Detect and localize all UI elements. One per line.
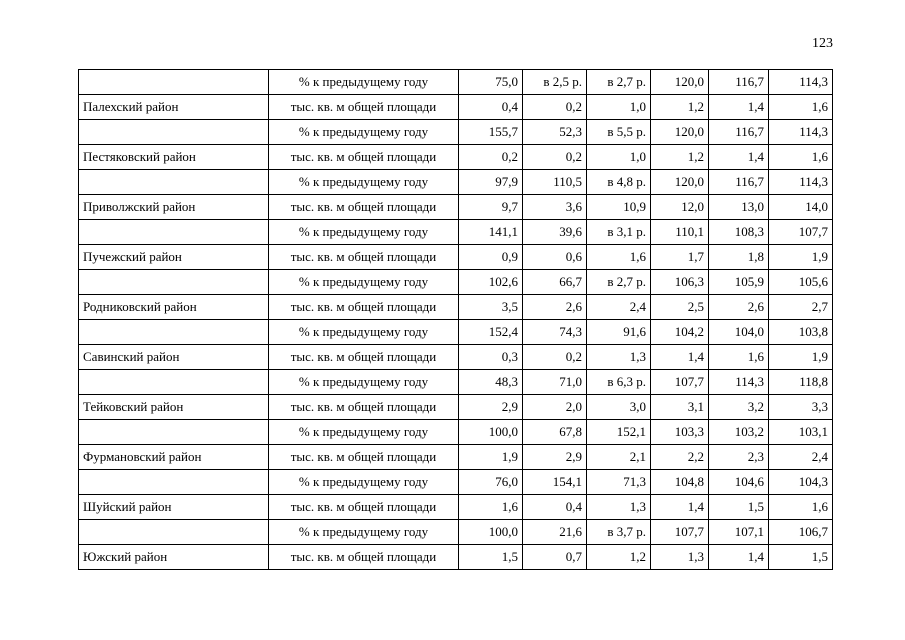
value-cell: 48,3 [459, 370, 523, 395]
value-cell: 1,4 [709, 545, 769, 570]
value-cell: 103,2 [709, 420, 769, 445]
unit-cell: % к предыдущему году [269, 320, 459, 345]
district-cell [79, 170, 269, 195]
table-row [79, 145, 833, 170]
value-cell: 110,5 [523, 170, 587, 195]
value-cell: 2,0 [523, 395, 587, 420]
unit-cell: тыс. кв. м общей площади [269, 545, 459, 570]
value-cell: 76,0 [459, 470, 523, 495]
value-cell: 13,0 [709, 195, 769, 220]
value-cell: 2,2 [651, 445, 709, 470]
value-cell: 1,4 [651, 345, 709, 370]
district-cell: Шуйский район [79, 495, 269, 520]
value-cell: 141,1 [459, 220, 523, 245]
value-cell: 1,6 [769, 95, 833, 120]
table-row [79, 445, 833, 470]
value-cell: в 3,1 р. [587, 220, 651, 245]
value-cell: 1,6 [769, 495, 833, 520]
value-cell: 3,6 [523, 195, 587, 220]
table-row [79, 295, 833, 320]
page-number: 123 [812, 36, 833, 51]
value-cell: 118,8 [769, 370, 833, 395]
value-cell: 2,3 [709, 445, 769, 470]
value-cell: 110,1 [651, 220, 709, 245]
district-cell: Пестяковский район [79, 145, 269, 170]
unit-cell: % к предыдущему году [269, 170, 459, 195]
value-cell: 10,9 [587, 195, 651, 220]
unit-cell: тыс. кв. м общей площади [269, 245, 459, 270]
value-cell: 3,3 [769, 395, 833, 420]
value-cell: в 2,7 р. [587, 270, 651, 295]
value-cell: 105,9 [709, 270, 769, 295]
unit-cell: % к предыдущему году [269, 120, 459, 145]
value-cell: 0,4 [523, 495, 587, 520]
table-row [79, 245, 833, 270]
value-cell: в 6,3 р. [587, 370, 651, 395]
value-cell: 0,9 [459, 245, 523, 270]
value-cell: 91,6 [587, 320, 651, 345]
value-cell: 2,7 [769, 295, 833, 320]
unit-cell: % к предыдущему году [269, 370, 459, 395]
value-cell: 104,6 [709, 470, 769, 495]
housing-data-table [78, 69, 833, 570]
value-cell: 39,6 [523, 220, 587, 245]
value-cell: 21,6 [523, 520, 587, 545]
district-cell: Фурмановский район [79, 445, 269, 470]
unit-cell: % к предыдущему году [269, 70, 459, 95]
value-cell: 107,7 [651, 370, 709, 395]
value-cell: 71,3 [587, 470, 651, 495]
district-cell [79, 320, 269, 345]
value-cell: 1,2 [651, 95, 709, 120]
value-cell: 1,0 [587, 145, 651, 170]
value-cell: 67,8 [523, 420, 587, 445]
table-row [79, 370, 833, 395]
value-cell: 114,3 [769, 170, 833, 195]
value-cell: 104,8 [651, 470, 709, 495]
unit-cell: тыс. кв. м общей площади [269, 445, 459, 470]
district-cell [79, 370, 269, 395]
value-cell: 1,9 [769, 245, 833, 270]
value-cell: 107,1 [709, 520, 769, 545]
table-row [79, 345, 833, 370]
value-cell: в 4,8 р. [587, 170, 651, 195]
value-cell: 71,0 [523, 370, 587, 395]
value-cell: 106,7 [769, 520, 833, 545]
value-cell: 1,0 [587, 95, 651, 120]
value-cell: в 2,7 р. [587, 70, 651, 95]
value-cell: 14,0 [769, 195, 833, 220]
unit-cell: % к предыдущему году [269, 420, 459, 445]
value-cell: 1,9 [769, 345, 833, 370]
value-cell: 114,3 [769, 70, 833, 95]
value-cell: 3,0 [587, 395, 651, 420]
district-cell [79, 520, 269, 545]
value-cell: 1,8 [709, 245, 769, 270]
value-cell: 100,0 [459, 520, 523, 545]
value-cell: 1,7 [651, 245, 709, 270]
value-cell: в 5,5 р. [587, 120, 651, 145]
table-row [79, 395, 833, 420]
district-cell: Тейковский район [79, 395, 269, 420]
table-row [79, 120, 833, 145]
unit-cell: тыс. кв. м общей площади [269, 395, 459, 420]
table-row [79, 270, 833, 295]
value-cell: 1,5 [769, 545, 833, 570]
value-cell: 0,2 [459, 145, 523, 170]
value-cell: 154,1 [523, 470, 587, 495]
value-cell: 152,1 [587, 420, 651, 445]
value-cell: 1,4 [709, 95, 769, 120]
value-cell: 2,9 [523, 445, 587, 470]
value-cell: 108,3 [709, 220, 769, 245]
value-cell: 120,0 [651, 70, 709, 95]
value-cell: 97,9 [459, 170, 523, 195]
value-cell: 103,8 [769, 320, 833, 345]
unit-cell: тыс. кв. м общей площади [269, 95, 459, 120]
district-cell [79, 420, 269, 445]
district-cell: Савинский район [79, 345, 269, 370]
value-cell: 155,7 [459, 120, 523, 145]
value-cell: 1,6 [459, 495, 523, 520]
value-cell: 152,4 [459, 320, 523, 345]
value-cell: 1,4 [651, 495, 709, 520]
unit-cell: % к предыдущему году [269, 270, 459, 295]
unit-cell: тыс. кв. м общей площади [269, 345, 459, 370]
district-cell [79, 270, 269, 295]
table-row [79, 170, 833, 195]
district-cell [79, 70, 269, 95]
value-cell: в 2,5 р. [523, 70, 587, 95]
table-row [79, 495, 833, 520]
table-body [79, 70, 833, 570]
unit-cell: тыс. кв. м общей площади [269, 295, 459, 320]
value-cell: 66,7 [523, 270, 587, 295]
unit-cell: тыс. кв. м общей площади [269, 195, 459, 220]
value-cell: 3,1 [651, 395, 709, 420]
value-cell: 0,3 [459, 345, 523, 370]
value-cell: 3,2 [709, 395, 769, 420]
value-cell: 116,7 [709, 120, 769, 145]
value-cell: 74,3 [523, 320, 587, 345]
value-cell: 2,6 [523, 295, 587, 320]
value-cell: 2,6 [709, 295, 769, 320]
value-cell: 1,2 [651, 145, 709, 170]
unit-cell: тыс. кв. м общей площади [269, 145, 459, 170]
value-cell: 0,7 [523, 545, 587, 570]
value-cell: 116,7 [709, 170, 769, 195]
value-cell: 1,3 [587, 495, 651, 520]
district-cell [79, 220, 269, 245]
district-cell: Пучежский район [79, 245, 269, 270]
value-cell: 104,2 [651, 320, 709, 345]
value-cell: 1,4 [709, 145, 769, 170]
district-cell: Палехский район [79, 95, 269, 120]
value-cell: 2,4 [769, 445, 833, 470]
value-cell: 1,9 [459, 445, 523, 470]
value-cell: 103,1 [769, 420, 833, 445]
value-cell: 120,0 [651, 170, 709, 195]
district-cell [79, 470, 269, 495]
district-cell: Южский район [79, 545, 269, 570]
district-cell: Приволжский район [79, 195, 269, 220]
value-cell: 107,7 [769, 220, 833, 245]
value-cell: 1,3 [651, 545, 709, 570]
value-cell: 104,0 [709, 320, 769, 345]
unit-cell: % к предыдущему году [269, 220, 459, 245]
value-cell: 105,6 [769, 270, 833, 295]
value-cell: 114,3 [769, 120, 833, 145]
value-cell: 0,2 [523, 345, 587, 370]
value-cell: 75,0 [459, 70, 523, 95]
table-row [79, 545, 833, 570]
value-cell: 120,0 [651, 120, 709, 145]
table-row [79, 95, 833, 120]
value-cell: 106,3 [651, 270, 709, 295]
table-row [79, 195, 833, 220]
value-cell: 1,6 [769, 145, 833, 170]
value-cell: 1,5 [709, 495, 769, 520]
value-cell: 0,2 [523, 145, 587, 170]
value-cell: 116,7 [709, 70, 769, 95]
table-row [79, 520, 833, 545]
value-cell: 104,3 [769, 470, 833, 495]
table-row [79, 420, 833, 445]
value-cell: 52,3 [523, 120, 587, 145]
unit-cell: тыс. кв. м общей площади [269, 495, 459, 520]
unit-cell: % к предыдущему году [269, 470, 459, 495]
value-cell: 2,1 [587, 445, 651, 470]
district-cell: Родниковский район [79, 295, 269, 320]
value-cell: 1,5 [459, 545, 523, 570]
value-cell: 103,3 [651, 420, 709, 445]
unit-cell: % к предыдущему году [269, 520, 459, 545]
value-cell: 0,2 [523, 95, 587, 120]
table-row [79, 220, 833, 245]
value-cell: 100,0 [459, 420, 523, 445]
value-cell: 1,2 [587, 545, 651, 570]
table-row [79, 70, 833, 95]
value-cell: 2,4 [587, 295, 651, 320]
value-cell: 9,7 [459, 195, 523, 220]
value-cell: 0,6 [523, 245, 587, 270]
value-cell: 1,3 [587, 345, 651, 370]
value-cell: 2,9 [459, 395, 523, 420]
value-cell: 1,6 [587, 245, 651, 270]
table-row [79, 470, 833, 495]
district-cell [79, 120, 269, 145]
value-cell: 1,6 [709, 345, 769, 370]
value-cell: 12,0 [651, 195, 709, 220]
value-cell: 2,5 [651, 295, 709, 320]
value-cell: 114,3 [709, 370, 769, 395]
value-cell: 102,6 [459, 270, 523, 295]
value-cell: 0,4 [459, 95, 523, 120]
value-cell: 107,7 [651, 520, 709, 545]
value-cell: в 3,7 р. [587, 520, 651, 545]
value-cell: 3,5 [459, 295, 523, 320]
table-row [79, 320, 833, 345]
